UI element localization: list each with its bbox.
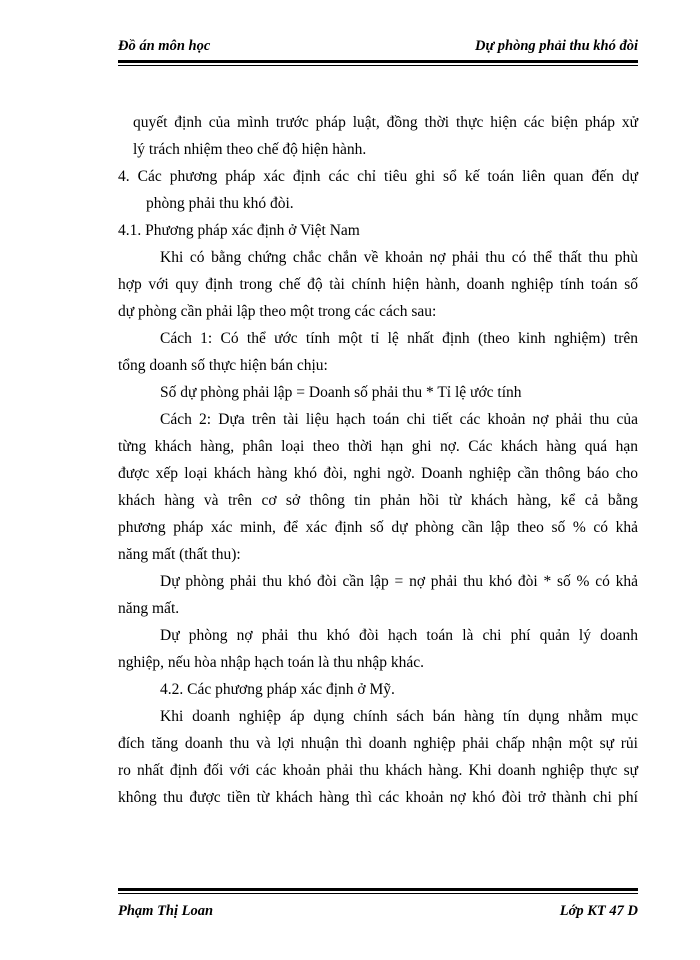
- body-line: Dự phòng phải thu khó đòi cần lập = nợ phải thu khó đòi * số % có khả: [160, 573, 638, 590]
- body-line: Cách 2: Dựa trên tài liệu hạch toán chi tiết các khoản nợ phải thu của: [160, 411, 638, 428]
- body-line: từng khách hàng, phân loại theo thời hạn ghi nợ. Các khách hàng quá hạn: [118, 438, 638, 455]
- body-line: Dự phòng nợ phải thu khó đòi hạch toán là chi phí quản lý doanh: [160, 627, 638, 644]
- footer-left: Phạm Thị Loan: [118, 903, 214, 919]
- body-line: dự phòng cần phải lập theo một trong các cách sau:: [118, 303, 437, 320]
- footer-rule-thin: [118, 893, 638, 894]
- footer-right: Lớp KT 47 D: [559, 903, 638, 919]
- page-footer: [118, 903, 638, 920]
- body-line: phòng phải thu khó đòi.: [146, 195, 294, 212]
- header-rule-thin: [118, 65, 638, 66]
- body-line: đích tăng doanh thu và lợi nhuận thì doanh nghiệp phải chấp nhận một sự rủi: [118, 735, 638, 752]
- body-line: quyết định của mình trước pháp luật, đồng thời thực hiện các biện pháp xử: [133, 114, 638, 131]
- body-line: năng mất (thất thu):: [118, 546, 241, 563]
- footer-rule: [118, 888, 638, 891]
- header-right: Dự phòng phải thu khó đòi: [474, 38, 638, 54]
- body-line: tổng doanh số thực hiện bán chịu:: [118, 357, 328, 374]
- body-line: hợp với quy định trong chế độ tài chính hiện hành, doanh nghiệp tính toán số: [118, 276, 638, 293]
- body-line: lý trách nhiệm theo chế độ hiện hành.: [133, 141, 367, 158]
- body-line: nghiệp, nếu hòa nhập hạch toán là thu nhập khác.: [118, 654, 425, 671]
- body-line: được xếp loại khách hàng khó đòi, nghi ngờ. Doanh nghiệp cần thông báo cho: [118, 465, 638, 482]
- body-line: phương pháp xác minh, để xác định số dự phòng cần lập theo số % có khả: [118, 519, 638, 536]
- body-line: năng mất.: [118, 600, 180, 617]
- body-line: không thu được tiền từ khách hàng thì các khoản nợ khó đòi trở thành chi phí: [118, 789, 638, 806]
- body-line: Cách 1: Có thể ước tính một tỉ lệ nhất định (theo kinh nghiệm) trên: [160, 330, 638, 347]
- body-line: khách hàng và trên cơ sở thông tin phản hồi từ khách hàng, kể cả bằng: [118, 492, 638, 509]
- page-header: [118, 38, 638, 55]
- body-line: Khi doanh nghiệp áp dụng chính sách bán hàng tín dụng nhằm mục: [160, 708, 638, 725]
- body-line: 4. Các phương pháp xác định các chỉ tiêu ghi sổ kế toán liên quan đến dự: [118, 168, 638, 185]
- header-left: Đồ án môn học: [118, 38, 211, 54]
- header-rule: [118, 60, 638, 63]
- body-line: 4.1. Phương pháp xác định ở Việt Nam: [118, 222, 360, 239]
- body-line: 4.2. Các phương pháp xác định ở Mỹ.: [160, 681, 395, 698]
- body-line: ro nhất định đối với các khoản phải thu khách hàng. Khi doanh nghiệp thực sự: [118, 762, 638, 779]
- body-line: Số dự phòng phải lập = Doanh số phải thu * Tỉ lệ ước tính: [160, 384, 522, 401]
- body-line: Khi có bằng chứng chắc chắn về khoản nợ phải thu có thể thất thu phù: [160, 249, 638, 266]
